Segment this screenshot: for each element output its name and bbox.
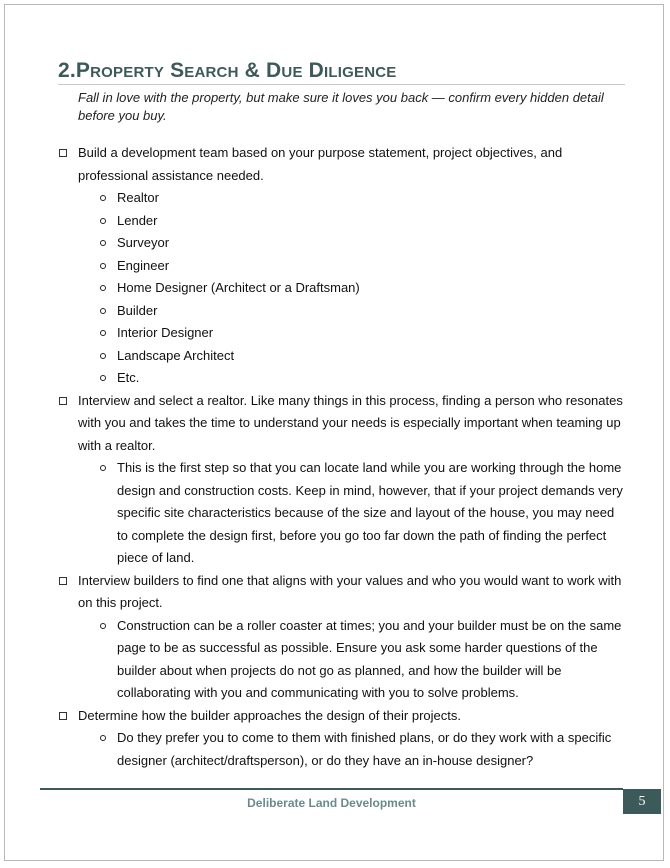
- circle-bullet-icon: [100, 285, 106, 291]
- section-title: Property Search & Due Diligence: [75, 59, 397, 82]
- checklist-row: [58, 570, 628, 615]
- circle-bullet-icon: [100, 353, 106, 359]
- checkbox-icon: [59, 577, 67, 585]
- page-number: 5: [623, 789, 661, 814]
- sub-list-item-text: Engineer: [117, 257, 170, 273]
- circle-bullet-icon: [100, 623, 106, 629]
- checklist-item-text: Interview and select a realtor. Like many things in this process, finding a person who resonates with you and takes the time to understand your needs is especially important when teaming up with a realtor.: [78, 392, 623, 453]
- sub-list-item-text: Construction can be a roller coaster at times; you and your builder must be on the same page to be as successful as possible. Ensure you ask some harder questions of the builder about when projects do not go as planned, and how the builder will be collaborating with you and communicating with you to solve problems.: [117, 617, 622, 700]
- checklist-row: [58, 142, 628, 187]
- footer-divider: [40, 788, 623, 790]
- circle-bullet-icon: [100, 465, 106, 471]
- circle-bullet-icon: [100, 330, 106, 336]
- sub-list-item-text: Realtor: [117, 190, 159, 205]
- sub-list-item-text: Surveyor: [117, 235, 170, 250]
- sub-list-item: [58, 727, 628, 772]
- sub-list-item-text: Home Designer (Architect or a Draftsman): [117, 280, 360, 295]
- circle-bullet-icon: [100, 195, 106, 201]
- sub-list-item: [58, 187, 628, 210]
- sub-list-item: [58, 322, 628, 345]
- sub-list-item: [58, 345, 628, 368]
- checklist-item: [58, 142, 628, 390]
- sub-list: [58, 615, 628, 705]
- heading-divider: [58, 84, 625, 85]
- checklist: [58, 142, 628, 772]
- sub-list-item: [58, 367, 628, 390]
- checklist-row: [58, 390, 628, 458]
- sub-list-item: [58, 615, 628, 705]
- sub-list: [58, 187, 628, 390]
- sub-list-item-text: Do they prefer you to come to them with finished plans, or do they work with a specific designer (architect/draftsperson), or do they have an in-house designer?: [117, 730, 612, 768]
- sub-list-item-text: This is the first step so that you can locate land while you are working through the home design and construction costs. Keep in mind, however, that if your project demands very specific site characteristics because of the size and layout of the house, you may need to complete the design first, before you go too far down the path of finding the perfect piece of land.: [117, 460, 623, 565]
- checkbox-icon: [59, 149, 67, 157]
- sub-list-item: [58, 232, 628, 255]
- sub-list: [58, 457, 628, 570]
- circle-bullet-icon: [100, 240, 106, 246]
- checklist-item-text: Determine how the builder approaches the design of their projects.: [78, 707, 461, 723]
- sub-list-item: [58, 210, 628, 233]
- sub-list-item-text: Interior Designer: [117, 325, 214, 340]
- section-subtitle: Fall in love with the property, but make sure it loves you back — confirm every hidden detail before you buy.: [78, 90, 604, 123]
- sub-list-item: [58, 457, 628, 570]
- sub-list-item: [58, 255, 628, 278]
- checklist-item-text: Build a development team based on your purpose statement, project objectives, and professional assistance needed.: [78, 145, 563, 183]
- circle-bullet-icon: [100, 375, 106, 381]
- checklist-item-text: Interview builders to find one that aligns with your values and who you would want to work with on this project.: [78, 572, 622, 610]
- circle-bullet-icon: [100, 308, 106, 314]
- sub-list-item: [58, 277, 628, 300]
- sub-list-item-text: Lender: [117, 212, 158, 228]
- sub-list-item: [58, 300, 628, 323]
- circle-bullet-icon: [100, 218, 106, 224]
- section-heading: [58, 59, 625, 83]
- checkbox-icon: [59, 397, 67, 405]
- checklist-item: [58, 390, 628, 570]
- footer-title: Deliberate Land Development: [247, 796, 416, 810]
- checklist-row: [58, 705, 628, 728]
- sub-list-item-text: Landscape Architect: [117, 347, 235, 363]
- checklist-item: [58, 570, 628, 705]
- checklist-item: [58, 705, 628, 773]
- circle-bullet-icon: [100, 263, 106, 269]
- sub-list: [58, 727, 628, 772]
- section-number: 2.: [58, 59, 76, 82]
- sub-list-item-text: Builder: [117, 302, 158, 318]
- circle-bullet-icon: [100, 735, 106, 741]
- sub-list-item-text: Etc.: [117, 370, 140, 385]
- checkbox-icon: [59, 712, 67, 720]
